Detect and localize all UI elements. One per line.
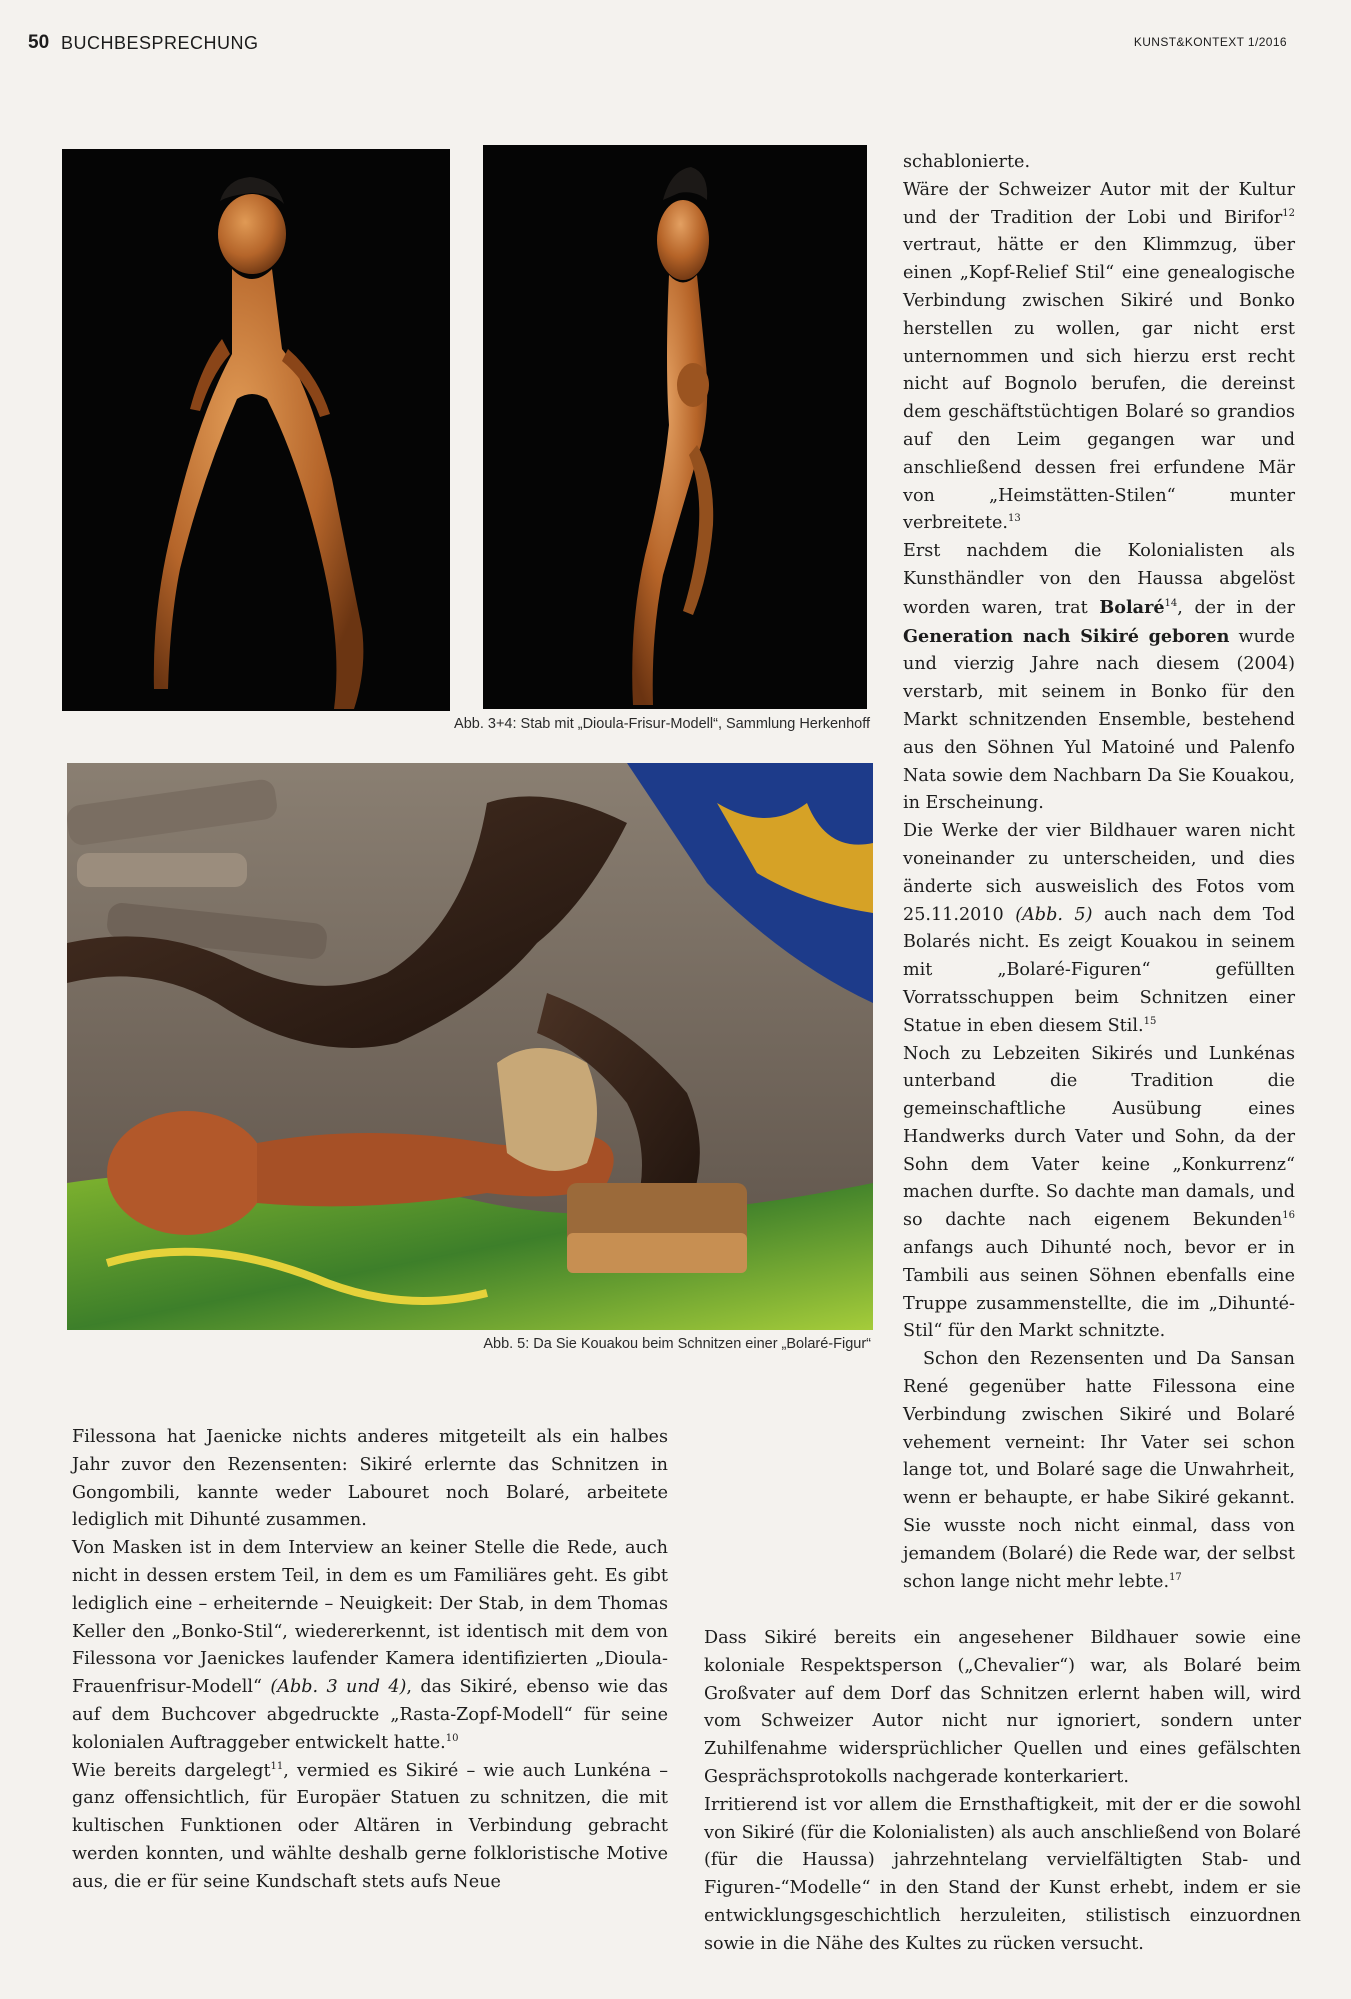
bottom-right-column-text <box>704 1625 1301 1959</box>
paragraph: Wie bereits dargelegt$^{11}$, vermied es Sikiré – wie auch Lunkéna – ganz offensichtlich, für Europäer Statuen zu schnitzen, die mit kultischen Funktionen oder Altären in Verbindung gebracht werden konnten, und wählte deshalb gerne folkloristische Motive aus, die er für seine Kundschaft stets aufs Neue <box>72 1760 668 1892</box>
paragraph: Von Masken ist in dem Interview an keiner Stelle die Rede, auch nicht in dessen erstem Teil, in dem es um Familiäres geht. Es gibt lediglich eine – erheiternde – Neuigkeit: Der Stab, in dem Thomas Keller den „Bonko-Stil“, wiedererkennt, ist identisch mit dem von Filessona vor Jaenickes laufender Kamera identifizierten „Dioula-Frauenfrisur-Modell“ (Abb. 3 und 4), das Sikiré, ebenso wie das auf dem Buchcover abgedruckte „Rasta-Zopf-Modell“ für seine kolonialen Auftraggeber entwickelt hatte.$^{10}$ <box>72 1538 669 1753</box>
paragraph: Schon den Rezensenten und Da Sansan René gegenüber hatte Filessona eine Verbindung zwischen Sikiré und Bolaré vehement verneint: Ihr Vater sei schon lange tot, und Bolaré sage die Unwahrheit, wenn er behaupte, er habe Sikiré gekannt. Sie wusste noch nicht einmal, dass von jemandem (Bolaré) die Rede war, der selbst schon lange nicht mehr lebte.$^{17}$ <box>903 1349 1295 1592</box>
paragraph: Dass Sikiré bereits ein angesehener Bildhauer sowie eine koloniale Respektsperson („Chevalier“) war, als Bolaré beim Großvater auf dem Dorf das Schnitzen erlernt haben will, wird vom Schweizer Autor nicht nur ignoriert, sondern unter Zuhilfenahme widersprüchlicher Quellen und eines gefälschten Gesprächsprotokolls nachgerade konterkariert. <box>704 1628 1301 1787</box>
paragraph: Erst nachdem die Kolonialisten als Kunsthändler von den Haussa abgelöst worden waren, trat Bolaré$^{14}$, der in der Generation nach Sikiré geboren wurde und vierzig Jahre nach diesem (2004) verstarb, mit seinem in Bonko für den Markt schnitzenden Ensemble, bestehend aus den Söhnen Yul Matoiné und Palenfo Nata sowie dem Nachbarn Da Sie Kouakou, in Erscheinung. <box>903 541 1295 814</box>
journal-issue: KUNST&KONTEXT 1/2016 <box>1133 35 1287 49</box>
paragraph: Filessona hat Jaenicke nichts anderes mitgeteilt als ein halbes Jahr zuvor den Rezensenten: Sikiré erlernte das Schnitzen in Gongombili, kannte weder Labouret noch Bolaré, arbeitete lediglich mit Dihunté zusammen. <box>72 1427 668 1531</box>
paragraph: schablonierte. <box>903 152 1031 172</box>
page-header <box>28 32 1287 58</box>
section-title: BUCHBESPRECHUNG <box>61 33 259 53</box>
bottom-left-column-text <box>72 1424 668 1897</box>
right-column-text <box>903 149 1295 1596</box>
carving-photo <box>67 763 873 1330</box>
paragraph: Die Werke der vier Bildhauer waren nicht voneinander zu unterscheiden, und dies änderte sich ausweislich des Fotos vom 25.11.2010 (Abb. 5) auch nach dem Tod Bolarés nicht. Es zeigt Kouakou in seinem mit „Bolaré-Figuren“ gefüllten Vorratsschuppen beim Schnitzen einer Statue in eben diesem Stil.$^{15}$ <box>903 821 1296 1036</box>
page-number: 50 <box>28 32 50 53</box>
paragraph: Wäre der Schweizer Autor mit der Kultur und der Tradition der Lobi und Birifor$^{12}$ vertraut, hätte er den Klimmzug, über einen „Kopf-Relief Stil“ eine genealogische Verbindung zwischen Sikiré und Bonko herstellen zu wollen, gar nicht erst unternommen und sich hierzu erst recht nicht auf Bognolo berufen, die dereinst dem geschäftstüchtigen Bolaré so grandios auf den Leim gegangen war und anschließend dessen frei erfundene Mär von „Heimstätten-Stilen“ munter verbreitete.$^{13}$ <box>903 179 1295 534</box>
staff-photo-front <box>62 149 450 711</box>
caption-figure-5: Abb. 5: Da Sie Kouakou beim Schnitzen einer „Bolaré-Figur“ <box>483 1336 871 1352</box>
caption-figure-3-4: Abb. 3+4: Stab mit „Dioula-Frisur-Modell“, Sammlung Herkenhoff <box>454 716 870 732</box>
paragraph: Irritierend ist vor allem die Ernsthaftigkeit, mit der er die sowohl von Sikiré (für die Kolonialisten) als auch anschließend von Bolaré (für die Haussa) jahrzehntelang vervielfältigten Stab- und Figuren-“Modelle“ in den Stand der Kunst erhebt, indem er sie entwicklungsgeschichtlich herzuleiten, stilistisch einzuordnen sowie in die Nähe des Kultes zu rücken versucht. <box>704 1794 1301 1954</box>
staff-photo-side <box>483 145 867 709</box>
paragraph: Noch zu Lebzeiten Sikirés und Lunkénas unterband die Tradition die gemeinschaftliche Ausübung eines Handwerks durch Vater und Sohn, da der Sohn dem Vater keine „Konkurrenz“ machen durfte. So dachte man damals, und so dachte nach eigenem Bekunden$^{16}$ anfangs auch Dihunté noch, bevor er in Tambili aus seinen Söhnen ebenfalls eine Truppe zusammenstellte, die im „Dihunté-Stil“ für den Markt schnitzte. <box>903 1043 1295 1342</box>
